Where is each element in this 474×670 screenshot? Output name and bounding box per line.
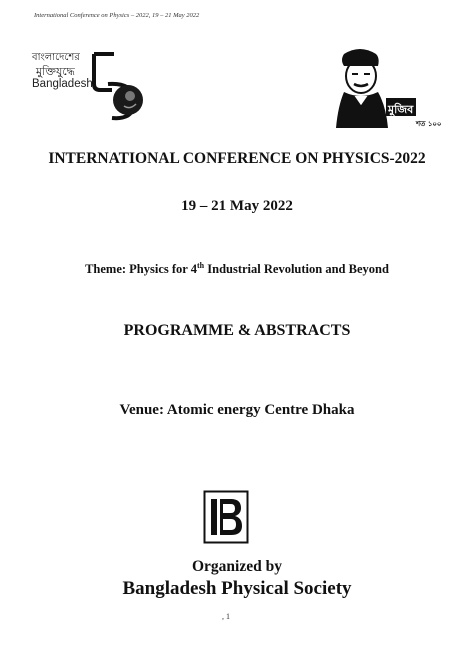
mujib-bangla-text: মুজিব bbox=[388, 103, 414, 116]
bangladesh-50-logo bbox=[30, 44, 152, 124]
mujib-number-text: শত ১০০ bbox=[416, 120, 442, 128]
organized-by-label: Organized by bbox=[192, 558, 282, 575]
theme-suffix: Industrial Revolution and Beyond bbox=[204, 262, 389, 277]
organizer-name: Bangladesh Physical Society bbox=[122, 578, 352, 599]
logo-bangla-line1: বাংলাদেশের bbox=[32, 52, 80, 63]
logo-country: Bangladesh bbox=[32, 78, 93, 90]
bps-logo-icon bbox=[203, 490, 249, 544]
theme-superscript: th bbox=[197, 261, 205, 270]
theme-prefix: Theme: Physics for 4 bbox=[85, 262, 197, 277]
logo-bangla-line2: মুক্তিযুদ্ধে bbox=[36, 65, 75, 78]
conference-title: INTERNATIONAL CONFERENCE ON PHYSICS-2022 bbox=[48, 150, 426, 167]
page-number: , 1 bbox=[222, 612, 230, 621]
conference-theme bbox=[0, 261, 474, 277]
conference-dates: 19 – 21 May 2022 bbox=[181, 198, 293, 214]
programme-heading: PROGRAMME & ABSTRACTS bbox=[123, 322, 351, 339]
running-header: International Conference on Physics – 2022, 19 – 21 May 2022 bbox=[34, 12, 200, 19]
venue-line: Venue: Atomic energy Centre Dhaka bbox=[119, 402, 355, 418]
mujib-100-logo bbox=[330, 46, 442, 130]
